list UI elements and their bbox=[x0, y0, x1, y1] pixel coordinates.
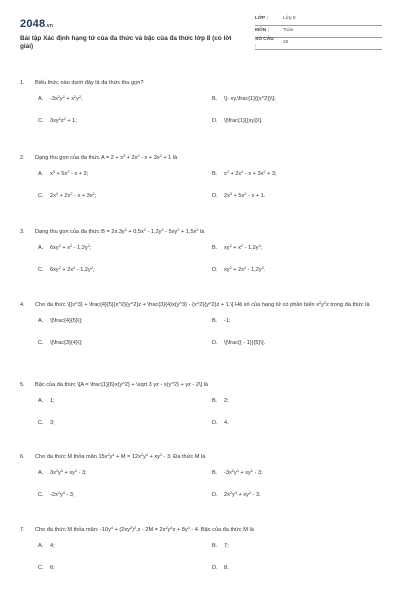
option-label: B. bbox=[212, 317, 218, 324]
option-text: 1; bbox=[50, 397, 55, 404]
meta-class-value: Lớp 8 bbox=[283, 16, 296, 22]
question-stem bbox=[20, 155, 382, 163]
question-text: Cho đa thức M thỏa mãn $15x^2y^4 + M = 12x^2y^4 + xy^2 - 3$. Đa thức M là bbox=[35, 453, 206, 460]
option-text: 4. bbox=[224, 419, 229, 426]
document-meta bbox=[255, 14, 382, 50]
question-number: 1. bbox=[20, 80, 25, 86]
question-number: 3. bbox=[20, 229, 25, 235]
option-text: $2x^3 + 5x^2 - x + 1$. bbox=[224, 191, 266, 199]
option-text: \[\frac{4}{5}\]; bbox=[50, 317, 83, 324]
question-7 bbox=[20, 526, 382, 571]
option-label: C. bbox=[38, 564, 44, 571]
meta-count-row bbox=[255, 38, 382, 50]
question-stem bbox=[20, 454, 382, 462]
document-header bbox=[20, 12, 382, 62]
answer-option-c[interactable] bbox=[38, 492, 74, 500]
answer-option-b[interactable] bbox=[212, 470, 263, 478]
question-stem bbox=[20, 302, 382, 310]
question-5 bbox=[20, 382, 382, 426]
option-text: $x^3 + 2x^2 - x + 3x^2 + 3$; bbox=[224, 169, 277, 177]
answer-option-b[interactable] bbox=[212, 245, 262, 253]
meta-count-value: 25 bbox=[283, 40, 289, 46]
meta-subject-value: Toán bbox=[283, 28, 294, 34]
option-text: $-3x^2y^4 + xy^2 - 3$; bbox=[224, 468, 263, 476]
option-label: D. bbox=[212, 419, 218, 426]
answer-option-c[interactable] bbox=[38, 118, 77, 126]
answer-option-a[interactable] bbox=[38, 96, 83, 104]
answer-option-b[interactable] bbox=[212, 318, 231, 326]
question-number: 2. bbox=[20, 155, 25, 161]
question-stem bbox=[20, 527, 382, 535]
option-text: 3; bbox=[50, 419, 55, 426]
option-label: D. bbox=[212, 117, 218, 124]
option-text: $x^3 + 5x^2 - x + 3$; bbox=[50, 169, 89, 177]
answer-option-d[interactable] bbox=[212, 492, 261, 500]
option-text: $2x^2y^4 + xy^2 - 3$. bbox=[224, 490, 261, 498]
option-text: \[- xy.\frac{1}{{x^2}}\]; bbox=[224, 95, 276, 102]
site-logo[interactable]: 2048.vn bbox=[20, 18, 54, 30]
option-label: A. bbox=[38, 469, 44, 476]
option-label: D. bbox=[212, 266, 218, 273]
option-label: C. bbox=[38, 117, 44, 124]
option-label: A. bbox=[38, 95, 44, 102]
option-text: 7; bbox=[224, 542, 229, 549]
answer-option-a[interactable] bbox=[38, 543, 55, 551]
question-number: 4. bbox=[20, 302, 25, 308]
option-label: B. bbox=[212, 542, 218, 549]
answer-option-c[interactable] bbox=[38, 565, 55, 573]
option-label: B. bbox=[212, 244, 218, 251]
option-label: A. bbox=[38, 317, 44, 324]
question-number: 5. bbox=[20, 382, 25, 388]
option-text: $xy^2 + 2x^2 - 1,2y^2$. bbox=[224, 265, 266, 273]
option-label: D. bbox=[212, 339, 218, 346]
option-label: C. bbox=[38, 192, 44, 199]
question-stem bbox=[20, 382, 382, 390]
question-text: Dạng thu gọn của đa thức $A = 2 + x^3 + 2x^2 - x + 3x^2 + 1$ là bbox=[35, 154, 178, 161]
answer-option-a[interactable] bbox=[38, 398, 55, 406]
option-text: \[\frac{3}{4}\]; bbox=[50, 339, 83, 346]
question-number: 6. bbox=[20, 454, 25, 460]
question-stem bbox=[20, 80, 382, 88]
option-text: -1; bbox=[224, 317, 231, 324]
option-text: 2; bbox=[224, 397, 229, 404]
option-text: $xy^2 + x^2 - 1,2y^2$; bbox=[224, 243, 263, 251]
answer-option-d[interactable] bbox=[212, 193, 265, 201]
answer-option-c[interactable] bbox=[38, 420, 55, 428]
answer-option-c[interactable] bbox=[38, 340, 82, 348]
option-label: A. bbox=[38, 170, 44, 177]
answer-option-d[interactable] bbox=[212, 420, 229, 428]
option-text: 6; bbox=[50, 564, 55, 571]
answer-option-c[interactable] bbox=[38, 193, 96, 201]
question-text: Cho đa thức \[{x^3} + \frac{4}{5}{x^2}{y^2}z + \frac{3}{4}x{y^3} - {x^2}{y^2}z + 1.\] Hệ số của hạng tử có phần biến $x^2y^2z$ trong đa thức là bbox=[35, 301, 370, 308]
answer-option-a[interactable] bbox=[38, 171, 88, 179]
option-text: $6xy^2 + 2x^2 - 1,2y^2$; bbox=[50, 265, 95, 273]
option-text: 4; bbox=[50, 542, 55, 549]
option-label: D. bbox=[212, 192, 218, 199]
question-number: 7. bbox=[20, 527, 25, 533]
answer-option-b[interactable] bbox=[212, 398, 229, 406]
option-text: $3xy^2z^2 + 1$; bbox=[50, 116, 77, 124]
option-text: \[\frac{{ - 1}}{5}\]. bbox=[224, 339, 266, 346]
option-text: $2x^3 + 2x^2 - x + 3x^2$; bbox=[50, 191, 97, 199]
option-text: 8. bbox=[224, 564, 229, 571]
meta-subject-key: MÔN : bbox=[255, 28, 270, 34]
question-stem bbox=[20, 229, 382, 237]
answer-option-d[interactable] bbox=[212, 267, 265, 275]
question-4 bbox=[20, 301, 382, 346]
option-text: $6xy^2 + x^2 - 1,2y^2$; bbox=[50, 243, 92, 251]
answer-option-a[interactable] bbox=[38, 318, 82, 326]
option-text: \[\frac{1}{{xy}}\]. bbox=[224, 117, 263, 124]
document-title: Bài tập Xác định hạng tử của đa thức và bậc của đa thức lớp 8 (có lời giải) bbox=[20, 35, 232, 51]
answer-option-d[interactable] bbox=[212, 340, 265, 348]
question-3 bbox=[20, 228, 382, 273]
question-2 bbox=[20, 154, 382, 199]
answer-option-b[interactable] bbox=[212, 96, 276, 104]
answer-option-b[interactable] bbox=[212, 543, 229, 551]
option-label: C. bbox=[38, 339, 44, 346]
answer-option-c[interactable] bbox=[38, 267, 95, 275]
option-text: $-2x^2y^4 - 3$; bbox=[50, 490, 75, 498]
option-label: B. bbox=[212, 95, 218, 102]
question-text: Dạng thu gọn của đa thức $B = 2x.3y^2 + 0,5x^2 - 1,2y^2 - 5xy^2 + 1,5x^2$ là bbox=[35, 228, 205, 235]
question-text: Cho đa thức M thỏa mãn: $-10y^4 + (2xy^2)^2.z - 2M = 2x^2y^4z + 8y^4 - 4$. Bậc của đa thức M là bbox=[35, 526, 254, 533]
answer-option-d[interactable] bbox=[212, 118, 263, 126]
option-label: C. bbox=[38, 266, 44, 273]
question-text: Bậc của đa thức \[A = \frac{1}{6}x{y^2} + \sqrt 3 yz - x{y^2} + yz - 2\] là bbox=[35, 382, 209, 388]
answer-option-a[interactable] bbox=[38, 245, 91, 253]
answer-option-b[interactable] bbox=[212, 171, 277, 179]
option-label: D. bbox=[212, 564, 218, 571]
option-label: C. bbox=[38, 419, 44, 426]
question-text: Biểu thức nào dưới đây là đa thức thu gọn? bbox=[35, 80, 144, 86]
option-label: A. bbox=[38, 397, 44, 404]
option-label: B. bbox=[212, 170, 218, 177]
option-label: B. bbox=[212, 469, 218, 476]
meta-count-key: SỐ CÂU : bbox=[255, 37, 274, 49]
option-text: $3x^2y^4 + xy^2 - 3$; bbox=[50, 468, 87, 476]
question-1 bbox=[20, 80, 382, 124]
answer-option-d[interactable] bbox=[212, 565, 229, 573]
page-bottom-edge bbox=[0, 594, 400, 600]
option-label: D. bbox=[212, 491, 218, 498]
option-label: B. bbox=[212, 397, 218, 404]
meta-class-row bbox=[255, 14, 382, 26]
meta-class-key: LỚP : bbox=[255, 16, 269, 22]
option-label: A. bbox=[38, 244, 44, 251]
option-label: C. bbox=[38, 491, 44, 498]
option-label: A. bbox=[38, 542, 44, 549]
question-6 bbox=[20, 453, 382, 498]
answer-option-a[interactable] bbox=[38, 470, 87, 478]
option-text: $-3x^2y^2 + x^2y^2$; bbox=[50, 94, 83, 102]
